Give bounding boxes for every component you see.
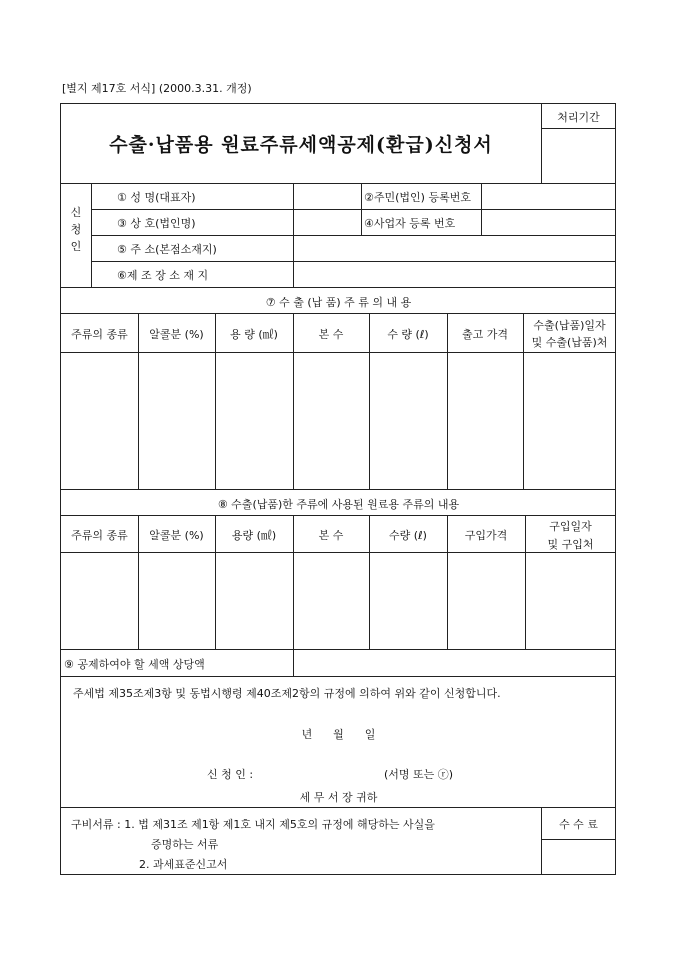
required-docs-line2: 증명하는 서류 <box>151 838 219 851</box>
s7-col-destination: 및 수출(납품)처 <box>531 336 608 349</box>
factory-location-label: ⑥제 조 장 소 재 지 <box>117 269 209 282</box>
business-number-label: ④사업자 등록 번호 <box>364 217 456 230</box>
addressee: 세 무 서 장 귀하 <box>299 791 378 804</box>
s7-col-count: 본 수 <box>318 328 344 341</box>
s7-col-quantity: 수 량 (ℓ) <box>387 328 429 341</box>
trade-name-label: ③ 상 호(법인명) <box>117 217 196 230</box>
factory-location-field[interactable] <box>294 262 615 287</box>
applicant-sign-field[interactable] <box>266 762 376 782</box>
fee-field[interactable] <box>542 840 615 874</box>
s7-col-date: 수출(납품)일자 <box>533 319 606 332</box>
business-number-field[interactable] <box>482 210 615 235</box>
section7-title: ⑦ 수 출 (납 품) 주 류 의 내 용 <box>265 296 412 309</box>
declaration-text: 주세법 제35조제3항 및 동법시행령 제40조제2항의 규정에 의하여 위와 같이 신청합니다. <box>73 687 501 700</box>
s8-col-date: 구입일자 <box>549 520 592 533</box>
s8-col-source: 및 구입처 <box>547 538 594 551</box>
s8-col-alcohol: 알콜분 (%) <box>149 529 204 542</box>
processing-period-label: 처리기간 <box>557 111 600 124</box>
s7-col-type: 주류의 종류 <box>71 328 128 341</box>
s8-col-volume: 용량 (㎖) <box>231 529 277 542</box>
s8-col-price: 구입가격 <box>464 529 508 542</box>
fee-label: 수 수 료 <box>559 818 598 831</box>
deduction-amount-field[interactable] <box>294 650 615 676</box>
address-field[interactable] <box>294 236 615 261</box>
applicant-sign-label: 신 청 인 : <box>207 768 254 781</box>
s7-col-volume: 용 량 (㎖) <box>230 328 278 341</box>
s7-col-alcohol: 알콜분 (%) <box>149 328 204 341</box>
s7-col-price: 출고 가격 <box>461 328 508 341</box>
required-docs-line1: 구비서류 : 1. 법 제31조 제1항 제1호 내지 제5호의 규정에 해당하는 사실을 <box>71 818 435 831</box>
section8-data-area[interactable] <box>62 553 615 648</box>
s8-col-count: 본 수 <box>318 529 344 542</box>
registration-number-field[interactable] <box>482 184 615 209</box>
section8-title: ⑧ 수출(납품)한 주류에 사용된 원료용 주류의 내용 <box>217 498 460 511</box>
name-field[interactable] <box>294 184 360 209</box>
address-label: ⑤ 주 소(본점소재지) <box>117 243 217 256</box>
deduction-amount-label: ⑨ 공제하여야 할 세액 상당액 <box>64 658 205 671</box>
form-number-note: [별지 제17호 서식] (2000.3.31. 개정) <box>62 82 252 95</box>
s8-col-type: 주류의 종류 <box>71 529 128 542</box>
s8-col-quantity: 수량 (ℓ) <box>389 529 427 542</box>
application-date: 년 월 일 <box>301 728 376 741</box>
trade-name-field[interactable] <box>294 210 360 235</box>
page-title: 수출·납품용 원료주류세액공제(환급)신청서 <box>109 134 493 156</box>
applicant-side-label: 신 청 인 <box>70 206 82 253</box>
required-docs-line3: 2. 과세표준신고서 <box>139 858 228 871</box>
signature-note: (서명 또는 ⓡ) <box>384 768 454 781</box>
registration-number-label: ②주민(법인) 등록번호 <box>364 191 471 204</box>
application-form <box>60 103 616 875</box>
name-label: ① 성 명(대표자) <box>117 191 196 204</box>
section7-data-area[interactable] <box>62 353 615 488</box>
